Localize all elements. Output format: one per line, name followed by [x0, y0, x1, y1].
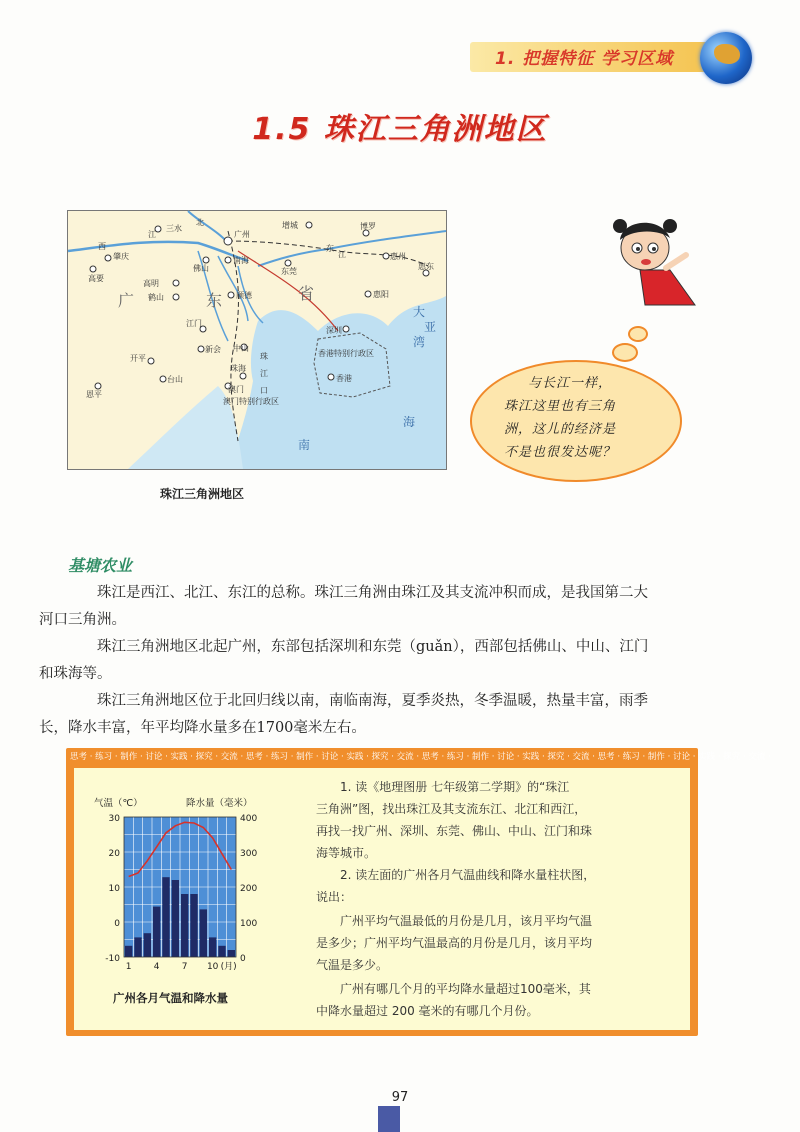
- thought-puff: [612, 343, 638, 362]
- bubble-line: 与长江一样，: [528, 376, 613, 391]
- map-place: 南海: [233, 256, 249, 265]
- map-place: 三水: [166, 224, 182, 233]
- precip-bar: [153, 907, 160, 957]
- map-place: 开平: [130, 354, 146, 363]
- paragraph-2: [39, 634, 730, 688]
- thought-puff: [628, 326, 648, 342]
- strip-word: 练习: [622, 752, 640, 762]
- strip-separator: ·: [313, 752, 322, 762]
- question-line: 1. 读《地理图册 七年级第二学期》的“珠江: [340, 780, 570, 794]
- left-tick-label: 0: [114, 919, 120, 929]
- question-line: 气温是多少。: [316, 958, 389, 972]
- strip-separator: ·: [237, 752, 246, 762]
- activity-strip: [70, 750, 771, 765]
- map-water: 西: [98, 242, 106, 251]
- strip-word: 思考: [421, 752, 439, 762]
- strip-separator: ·: [338, 752, 347, 762]
- activity-questions: [304, 776, 689, 1026]
- strip-separator: ·: [262, 752, 271, 762]
- strip-word: 制作: [296, 752, 314, 762]
- map-water: 海: [403, 415, 416, 429]
- strip-word: 实践: [170, 752, 188, 762]
- header-section-title: 1. 把握特征 学习区域: [495, 49, 674, 69]
- precip-bar: [172, 880, 179, 957]
- strip-word: 练习: [446, 752, 464, 762]
- page-title: 1.5 珠江三角洲地区: [252, 112, 548, 147]
- map-water: 大: [413, 305, 426, 319]
- map-place: 新会: [205, 345, 221, 354]
- paragraph-line: 珠江是西江、北江、东江的总称。珠江三角洲由珠江及其支流冲积而成，是我国第二大: [97, 585, 648, 601]
- map-water: 湾: [413, 335, 426, 349]
- strip-separator: ·: [212, 752, 221, 762]
- strip-separator: ·: [539, 752, 548, 762]
- globe-land-icon: [714, 44, 740, 64]
- left-axis-label: 气温（℃）: [94, 798, 143, 809]
- strip-separator: ·: [489, 752, 498, 762]
- paragraph-3: [39, 688, 730, 742]
- map-place: 澳门: [228, 385, 244, 394]
- map-place: 高明: [143, 279, 159, 288]
- question-line: 广州平均气温最低的月份是几月，该月平均气温: [340, 914, 593, 928]
- left-tick-label: 30: [108, 814, 120, 824]
- bubble-line: 洲，这儿的经济是: [504, 422, 617, 437]
- map-province-label: 省: [298, 284, 315, 303]
- map-water: 北: [196, 218, 204, 227]
- map-water: 东: [326, 244, 334, 253]
- strip-word: 交流: [396, 752, 414, 762]
- map-province-label: 东: [206, 291, 223, 310]
- map-place: 惠东: [418, 262, 434, 271]
- page-tab-marker: [378, 1106, 400, 1132]
- paragraph-line: 珠江三角洲地区北起广州，东部包括深圳和东莞（guǎn），西部包括佛山、中山、江门: [97, 639, 649, 655]
- strip-separator: ·: [137, 752, 146, 762]
- map-place: 香港: [336, 374, 352, 383]
- map-place: 珠海: [230, 364, 246, 373]
- question-line: 说出：: [316, 890, 353, 904]
- strip-word: 交流: [572, 752, 590, 762]
- map-place: 肇庆: [113, 252, 129, 261]
- strip-separator: ·: [614, 752, 623, 762]
- strip-separator: ·: [162, 752, 171, 762]
- left-tick-label: 20: [108, 849, 120, 859]
- map-place: 台山: [167, 375, 183, 384]
- x-tick-label: 7: [181, 962, 188, 972]
- strip-separator: ·: [765, 752, 771, 762]
- precip-bar: [190, 894, 197, 957]
- strip-word: 实践: [346, 752, 364, 762]
- map-region: 澳门特别行政区: [223, 397, 279, 406]
- precip-bar: [125, 946, 132, 957]
- strip-separator: ·: [388, 752, 397, 762]
- strip-word: 制作: [647, 752, 665, 762]
- question-line: 再找一找广州、深圳、东莞、佛山、中山、江门和珠: [316, 824, 593, 838]
- question-line: 海等城市。: [316, 846, 377, 860]
- strip-separator: ·: [187, 752, 196, 762]
- precip-bar: [162, 877, 169, 957]
- strip-word: 探究: [371, 752, 389, 762]
- map-water: 江: [338, 250, 346, 259]
- strip-word: 制作: [472, 752, 490, 762]
- right-tick-label: 0: [240, 954, 246, 964]
- precip-bar: [209, 937, 216, 957]
- map-region: 香港特别行政区: [318, 349, 374, 358]
- section-heading: 基塘农业: [68, 556, 133, 575]
- map-caption: 珠江三角洲地区: [160, 487, 245, 501]
- strip-word: 交流: [748, 752, 766, 762]
- strip-word: 实践: [522, 752, 540, 762]
- bubble-line: 珠江这里也有三角: [504, 399, 617, 414]
- page-number: 97: [391, 1090, 409, 1105]
- x-axis-label: (月): [220, 962, 237, 972]
- strip-separator: ·: [514, 752, 523, 762]
- map-place: 深圳: [326, 326, 342, 335]
- strip-separator: ·: [438, 752, 447, 762]
- map-place: 鹤山: [148, 293, 164, 302]
- map-water: 江: [260, 369, 268, 378]
- map-place: 东莞: [281, 267, 297, 276]
- map-svg: [68, 211, 446, 469]
- map-place: 佛山: [193, 264, 209, 273]
- map-place: 惠阳: [373, 290, 389, 299]
- strip-word: 探究: [547, 752, 565, 762]
- strip-word: 探究: [195, 752, 213, 762]
- x-tick-label: 4: [153, 962, 160, 972]
- strip-separator: ·: [664, 752, 673, 762]
- chart-caption: 广州各月气温和降水量: [113, 991, 228, 1005]
- strip-word: 讨论: [145, 752, 163, 762]
- question-line: 是多少；广州平均气温最高的月份是几月，该月平均: [316, 936, 593, 950]
- precip-bar: [200, 909, 207, 957]
- precip-bar: [228, 950, 235, 957]
- strip-separator: ·: [463, 752, 472, 762]
- strip-separator: ·: [740, 752, 749, 762]
- map-place: 顺德: [236, 291, 252, 300]
- left-tick-label: -10: [105, 954, 120, 964]
- strip-separator: ·: [564, 752, 573, 762]
- strip-separator: ·: [690, 752, 699, 762]
- strip-word: 思考: [245, 752, 263, 762]
- map-place: 博罗: [360, 222, 376, 231]
- map-place: 江门: [186, 319, 202, 328]
- strip-word: 思考: [597, 752, 615, 762]
- strip-word: 练习: [95, 752, 113, 762]
- precip-bar: [134, 937, 141, 957]
- right-axis-label: 降水量（毫米）: [186, 798, 253, 809]
- map-water: 南: [298, 438, 311, 452]
- right-tick-label: 200: [240, 884, 258, 894]
- bubble-line: 不是也很发达呢？: [504, 445, 617, 460]
- right-tick-label: 100: [240, 919, 258, 929]
- strip-separator: ·: [413, 752, 422, 762]
- strip-separator: ·: [589, 752, 598, 762]
- map-place: 惠州: [390, 252, 406, 261]
- strip-word: 练习: [271, 752, 289, 762]
- map-province-label: 广: [118, 291, 135, 310]
- strip-word: 制作: [120, 752, 138, 762]
- map-place: 高要: [88, 274, 104, 283]
- speech-bubble: [470, 360, 682, 482]
- paragraph-line: 河口三角洲。: [39, 612, 126, 628]
- strip-word: 讨论: [321, 752, 339, 762]
- strip-separator: ·: [639, 752, 648, 762]
- map-water: 珠: [260, 352, 268, 361]
- strip-word: 探究: [723, 752, 741, 762]
- map-water: 江: [148, 230, 156, 239]
- pearl-river-delta-map: [67, 210, 447, 470]
- map-water: 口: [260, 386, 268, 395]
- strip-word: 交流: [220, 752, 238, 762]
- guangzhou-climate-chart: [86, 790, 286, 980]
- map-place: 中山: [233, 344, 249, 353]
- paragraph-line: 和珠海等。: [39, 666, 112, 682]
- strip-separator: ·: [715, 752, 724, 762]
- question-line: 2. 读左面的广州各月气温曲线和降水量柱状图，: [340, 868, 596, 882]
- paragraph-line: 长，降水丰富，年平均降水量多在1700毫米左右。: [39, 720, 366, 736]
- map-place: 恩平: [86, 390, 102, 399]
- strip-separator: ·: [87, 752, 96, 762]
- map-place: 广州: [234, 230, 250, 239]
- strip-separator: ·: [288, 752, 297, 762]
- paragraph-line: 珠江三角洲地区位于北回归线以南，南临南海，夏季炎热，冬季温暖，热量丰富，雨季: [97, 693, 648, 709]
- x-tick-label: 10: [206, 962, 219, 972]
- question-line: 广州有哪几个月的平均降水量超过100毫米，其: [340, 982, 591, 996]
- precip-bar: [181, 894, 188, 957]
- map-water: 亚: [424, 320, 437, 334]
- map-place: 增城: [282, 221, 298, 230]
- right-tick-label: 300: [240, 849, 258, 859]
- question-line: 三角洲”图，找出珠江及其支流东江、北江和西江，: [316, 802, 587, 816]
- strip-word: 讨论: [497, 752, 515, 762]
- left-tick-label: 10: [108, 884, 120, 894]
- strip-word: 实践: [698, 752, 716, 762]
- strip-separator: ·: [112, 752, 121, 762]
- precip-bar: [218, 946, 225, 957]
- question-line: 中降水量超过 200 毫米的有哪几个月份。: [316, 1004, 539, 1018]
- right-tick-label: 400: [240, 814, 258, 824]
- x-tick-label: 1: [125, 962, 132, 972]
- paragraph-1: [39, 580, 730, 634]
- strip-separator: ·: [363, 752, 372, 762]
- cartoon-girl-illustration: [600, 210, 710, 310]
- strip-word: 讨论: [673, 752, 691, 762]
- strip-word: 思考: [70, 752, 88, 762]
- precip-bar: [144, 933, 151, 957]
